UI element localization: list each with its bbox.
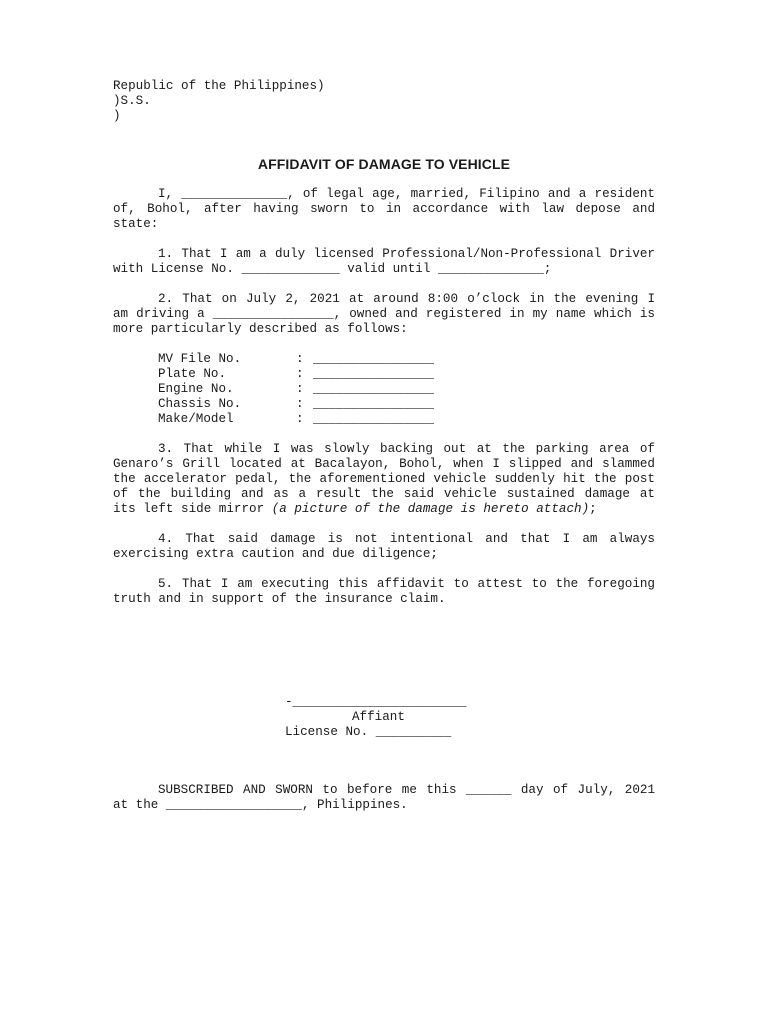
- jurat-block: [113, 783, 655, 813]
- vehicle-colon: :: [296, 367, 304, 381]
- vehicle-colon: :: [296, 382, 304, 396]
- signature-block: [285, 695, 495, 740]
- affidavit-document: [113, 79, 655, 607]
- venue-line-3: ): [113, 109, 121, 123]
- paragraph-3-text: 3. That while I was slowly backing out at the parking area of Genaro’s Grill located at Bacalayon, Bohol, when I slipped and slammed the accelerator pedal, the aforementioned vehicle suddenly hit the post of the building and as a result the said vehicle sustained damage at its left side mirror: [113, 442, 655, 516]
- signature-line: -_______________________: [285, 695, 467, 709]
- intro-paragraph: I, ______________, of legal age, married, Filipino and a resident of, Bohol, after having sworn to in accordance with law depose and state:: [113, 187, 655, 231]
- vehicle-details-table: [158, 352, 434, 427]
- vehicle-row-plate: [158, 367, 434, 382]
- paragraph-4: 4. That said damage is not intentional and that I am always exercising extra caution and due diligence;: [113, 532, 655, 561]
- vehicle-label: Plate No.: [158, 367, 227, 381]
- affiant-label: Affiant: [352, 710, 405, 724]
- vehicle-blank: ________________: [313, 412, 434, 426]
- vehicle-blank: ________________: [313, 382, 434, 396]
- vehicle-blank: ________________: [313, 352, 434, 366]
- paragraph-5: 5. That I am executing this affidavit to attest to the foregoing truth and in support of the insurance claim.: [113, 577, 655, 606]
- vehicle-row-make-model: [158, 412, 434, 427]
- vehicle-row-engine: [158, 382, 434, 397]
- jurat-paragraph: SUBSCRIBED AND SWORN to before me this ______ day of July, 2021 at the __________________, Philippines.: [113, 783, 655, 812]
- venue-line-1: Republic of the Philippines): [113, 79, 325, 93]
- vehicle-blank: ________________: [313, 397, 434, 411]
- paragraph-1: 1. That I am a duly licensed Professional/Non-Professional Driver with License No. _____________ valid until ______________;: [113, 247, 655, 276]
- affiant-license-line: License No. __________: [285, 725, 452, 739]
- paragraph-3-end: ;: [589, 502, 597, 516]
- vehicle-label: MV File No.: [158, 352, 242, 366]
- vehicle-row-mv-file: [158, 352, 434, 367]
- paragraph-3-italic-note: (a picture of the damage is hereto attach): [271, 502, 590, 516]
- paragraph-2: 2. That on July 2, 2021 at around 8:00 o’clock in the evening I am driving a ________________, owned and registered in my name which is more particularly described as follows:: [113, 292, 655, 336]
- vehicle-label: Chassis No.: [158, 397, 242, 411]
- vehicle-label: Make/Model: [158, 412, 234, 426]
- venue-block: [113, 79, 655, 124]
- paragraph-3: [113, 442, 655, 517]
- document-title: AFFIDAVIT OF DAMAGE TO VEHICLE: [257, 156, 511, 172]
- vehicle-label: Engine No.: [158, 382, 234, 396]
- vehicle-row-chassis: [158, 397, 434, 412]
- vehicle-colon: :: [296, 397, 304, 411]
- vehicle-blank: ________________: [313, 367, 434, 381]
- venue-line-2: )S.S.: [113, 94, 151, 108]
- vehicle-colon: :: [296, 412, 304, 426]
- vehicle-colon: :: [296, 352, 304, 366]
